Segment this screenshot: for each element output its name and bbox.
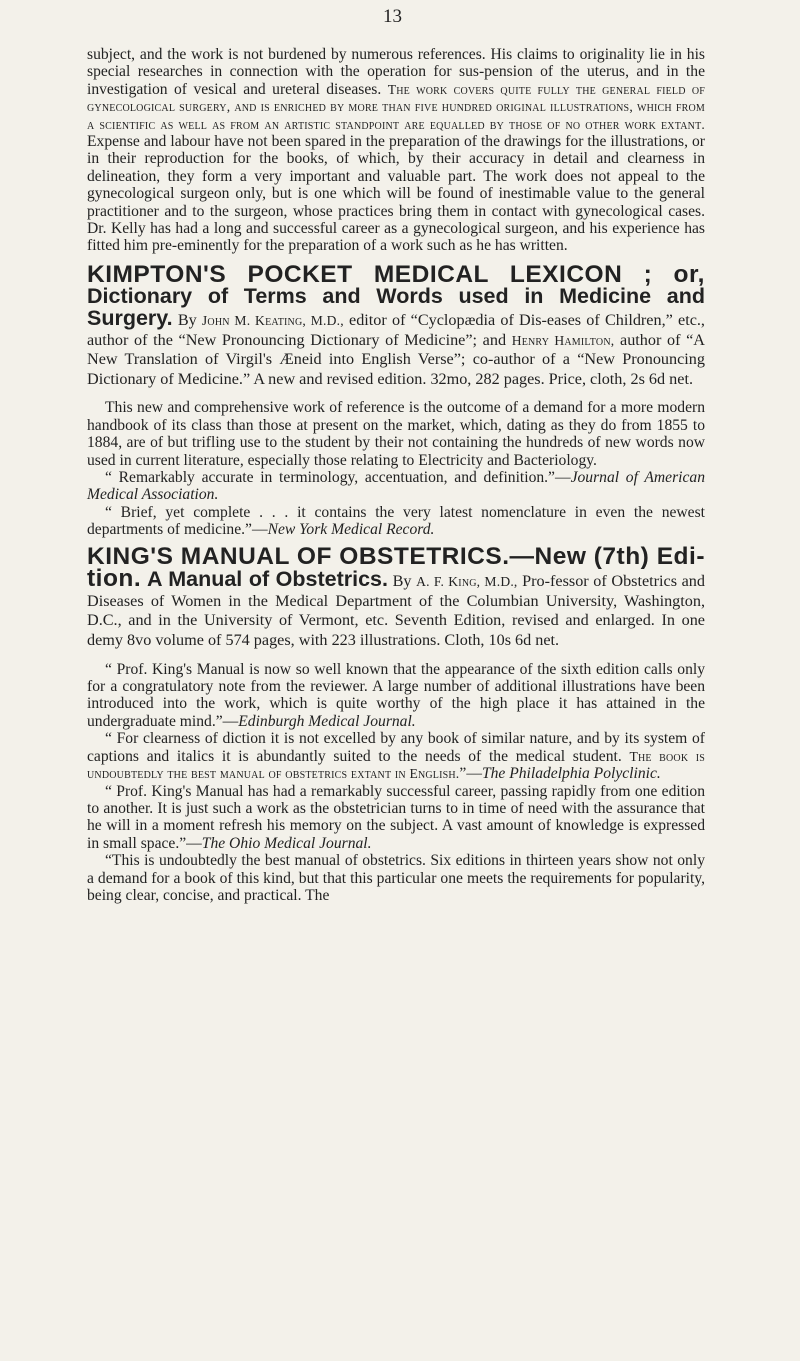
lexicon-review-2 bbox=[87, 504, 705, 539]
review-source: The Philadelphia Polyclinic. bbox=[481, 765, 661, 783]
review-quote: “ Brief, yet complete . . . it contains the very latest nomenclature in even the newest departments of medicine.”— bbox=[87, 503, 705, 539]
obstetrics-review-4: “This is undoubtedly the best manual of obstetrics. Six editions in thirteen years show not only a demand for a book of this kind, but that this particular one meets the requirements for popularity, being clear, concise, and practical. The bbox=[87, 852, 705, 904]
intro-text-a: subject, and the work is not burdened by numerous references. His claims to originality lie in his special researches in connection with the operation for sus-pension of the uterus, and in the investigation of vesical and ureteral diseases. bbox=[87, 46, 705, 98]
lexicon-desc-b: author of “A New Translation of Virgil's Æneid into English Verse”; co-author of a “New Pronouncing Dictionary of Medicine.” A new and revised edition. 32mo, 282 pages. Price, cloth, 2s 6d net. bbox=[87, 330, 706, 388]
review-quote: “ Prof. King's Manual has had a remarkably successful career, passing rapidly from one edition to another. It is just such a work as the obstetrician turns to in time of need with the assurance that he will in a moment refresh his memory on the subject. A vast amount of knowledge is expressed in small space.”— bbox=[87, 782, 705, 852]
lexicon-subtitle: Dictionary of Terms and Words used in Medicine and Surgery. bbox=[87, 284, 705, 331]
review-quote: “ For clearness of diction it is not excelled by any book of similar nature, and by its system of captions and italics it is abundantly suited to the needs of the medical student. bbox=[87, 730, 705, 765]
intro-text-b: Expense and labour have not been spared in the preparation of the drawings for the illustrations, or in their reproduction for the books, of which, by their accuracy in detail and clearness in delineation, they form a very important and valuable part. The work does not appeal to the gynecological surgeon only, but is one which will be found of inestimable value to the general practitioner and to the surgeon, whose practices bring them in contact with gynecological cases. Dr. Kelly has had a long and successful career as a gynecological surgeon, and his experience has fitted him pre-eminently for the preparation of a work such as he has written. bbox=[87, 133, 705, 255]
obstetrics-title: KING'S MANUAL OF OBSTETRICS.—New (7th) Edi-tion. bbox=[87, 542, 705, 593]
lexicon-description: This new and comprehensive work of reference is the outcome of a demand for a more modern handbook of its class than those at present on the market, which, dating as they do from 1855 to 1884, are of but trifling use to the student by their not containing the hundreds of new words now used in current literature, especially those relating to Electricity and Bacteriology. bbox=[87, 399, 705, 469]
obstetrics-desc: Pro-fessor of Obstetrics and Diseases of Women in the Medical Department of the Columbian University, Washington, D.C., and in the University of Vermont, etc. Seventh Edition, revised and enlarged. In one demy 8vo volume of 574 pages, with 223 illustrations. Cloth, 10s 6d net. bbox=[87, 572, 705, 650]
review-source: The Ohio Medical Journal. bbox=[201, 834, 372, 852]
lexicon-title: KIMPTON'S POCKET MEDICAL LEXICON ; or, bbox=[87, 260, 705, 288]
text-column bbox=[87, 46, 705, 904]
obstetrics-review-1 bbox=[87, 661, 705, 731]
lexicon-author-2: Henry Hamilton, bbox=[511, 332, 615, 348]
intro-paragraph bbox=[87, 46, 705, 255]
obstetrics-by: By bbox=[387, 572, 417, 591]
review-source: Journal of American Medical Association. bbox=[87, 469, 705, 504]
review-source: New York Medical Record. bbox=[267, 521, 435, 539]
review-dash: ”— bbox=[459, 765, 482, 783]
lexicon-by: By bbox=[172, 311, 202, 330]
review-quote: “ Prof. King's Manual is now so well known that the appearance of the sixth edition calls only for a congratulatory note from the reviewer. A large number of additional illustrations have been introduced into the work, which is quite worthy of the high place it has attained in the undergraduate mind.”— bbox=[87, 660, 705, 730]
lexicon-heading bbox=[87, 260, 706, 390]
review-quote: “ Remarkably accurate in terminology, accentuation, and definition.”— bbox=[105, 469, 571, 487]
intro-small-caps: The work covers quite fully the general field of gynecological surgery, and is enriched by more than five hundred original illustrations, which from a scientific as well as from an artistic standpoint are equalled by those of no other work extant. bbox=[87, 81, 705, 132]
lexicon-author-1: John M. Keating, M.D., bbox=[201, 313, 344, 329]
obstetrics-review-2 bbox=[87, 730, 705, 782]
review-source: Edinburgh Medical Journal. bbox=[238, 712, 416, 730]
obstetrics-author: A. F. King, M.D., bbox=[416, 574, 518, 590]
review-small-caps: The book is undoubtedly the best manual of obstetrics extant in English. bbox=[87, 748, 705, 782]
page-number: 13 bbox=[383, 6, 402, 27]
obstetrics-heading bbox=[87, 542, 705, 651]
obstetrics-subtitle: A Manual of Obstetrics. bbox=[141, 567, 388, 592]
lexicon-review-1 bbox=[87, 469, 705, 504]
lexicon-desc-a: editor of “Cyclopædia of Dis-eases of Children,” etc., author of the “New Pronouncing Dictionary of Medicine”; and bbox=[87, 311, 705, 349]
obstetrics-review-3 bbox=[87, 783, 705, 853]
